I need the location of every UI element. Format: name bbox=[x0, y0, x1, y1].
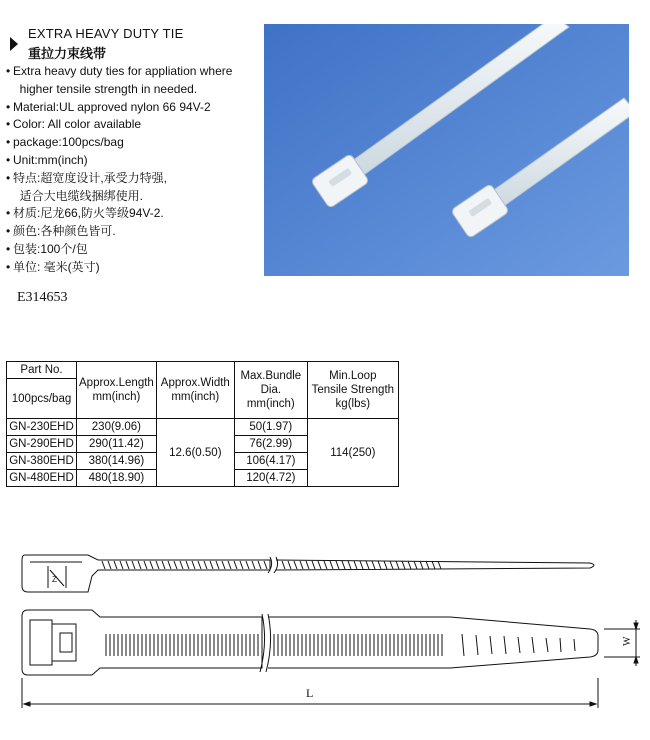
bullet-icon: • bbox=[6, 206, 11, 221]
product-photo bbox=[264, 24, 629, 276]
width-label: W bbox=[622, 636, 633, 646]
list-item: • Material:UL approved nylon 66 94V-2 bbox=[6, 99, 256, 117]
list-item: • 包装:100个/包 bbox=[6, 241, 256, 259]
header-width: Approx.Width mm(inch) bbox=[156, 362, 234, 419]
bundle-cell: 50(1.97) bbox=[234, 419, 307, 436]
feature-list bbox=[6, 63, 256, 277]
svg-text:Z: Z bbox=[52, 575, 57, 584]
bullet-icon: • bbox=[6, 135, 11, 150]
part-cell: GN-230EHD bbox=[7, 419, 77, 436]
bullet-icon: • bbox=[6, 224, 11, 239]
top-view bbox=[22, 610, 598, 675]
length-label: L bbox=[306, 686, 314, 700]
tensile-cell: 114(250) bbox=[307, 419, 398, 487]
bullet-icon: • bbox=[6, 170, 11, 185]
bundle-cell: 76(2.99) bbox=[234, 436, 307, 453]
header-part-sub: 100pcs/bag bbox=[7, 379, 77, 419]
product-title-cn: 重拉力束线带 bbox=[28, 47, 107, 62]
spec-table bbox=[6, 361, 399, 487]
list-item: higher tensile strength in needed. bbox=[13, 81, 198, 96]
list-item: • 颜色:各种颜色皆可. bbox=[6, 223, 256, 241]
header-length: Approx.Length mm(inch) bbox=[77, 362, 157, 419]
part-cell: GN-480EHD bbox=[7, 470, 77, 487]
side-view bbox=[22, 555, 594, 592]
length-cell: 380(14.96) bbox=[77, 453, 157, 470]
bundle-cell: 106(4.17) bbox=[234, 453, 307, 470]
length-cell: 480(18.90) bbox=[77, 470, 157, 487]
length-cell: 290(11.42) bbox=[77, 436, 157, 453]
table-row bbox=[7, 419, 399, 436]
bullet-icon: • bbox=[6, 64, 11, 78]
part-cell: GN-290EHD bbox=[7, 436, 77, 453]
bullet-icon: • bbox=[6, 117, 11, 132]
list-item: • package:100pcs/bag bbox=[6, 134, 256, 152]
bullet-icon: • bbox=[6, 99, 11, 114]
list-item: • Color: All color available bbox=[6, 116, 256, 134]
list-item: • Unit:mm(inch) bbox=[6, 152, 256, 170]
list-item: • 特点:超宽度设计,承受力特强, bbox=[6, 170, 256, 188]
bullet-icon: • bbox=[6, 241, 11, 256]
technical-drawing bbox=[0, 540, 650, 740]
certification-number: E314653 bbox=[17, 290, 68, 305]
header-part-no: Part No. bbox=[7, 362, 77, 379]
bundle-cell: 120(4.72) bbox=[234, 470, 307, 487]
header-tensile: Min.Loop Tensile Strength kg(lbs) bbox=[307, 362, 398, 419]
bullet-icon: • bbox=[6, 152, 11, 167]
part-cell: GN-380EHD bbox=[7, 453, 77, 470]
header-bundle: Max.Bundle Dia. mm(inch) bbox=[234, 362, 307, 419]
list-item: 适合大电缆线捆绑使用. bbox=[13, 188, 144, 203]
list-item: • 单位: 毫米(英寸) bbox=[6, 259, 256, 277]
width-cell: 12.6(0.50) bbox=[156, 419, 234, 487]
bullet-icon: • bbox=[6, 259, 11, 274]
list-item: • 材质:尼龙66,防火等级94V-2. bbox=[6, 205, 256, 223]
product-title-en: EXTRA HEAVY DUTY TIE bbox=[28, 26, 184, 41]
length-cell: 230(9.06) bbox=[77, 419, 157, 436]
arrow-right-icon bbox=[10, 37, 18, 51]
list-item: • Extra heavy duty ties for appliation where bbox=[6, 63, 256, 81]
